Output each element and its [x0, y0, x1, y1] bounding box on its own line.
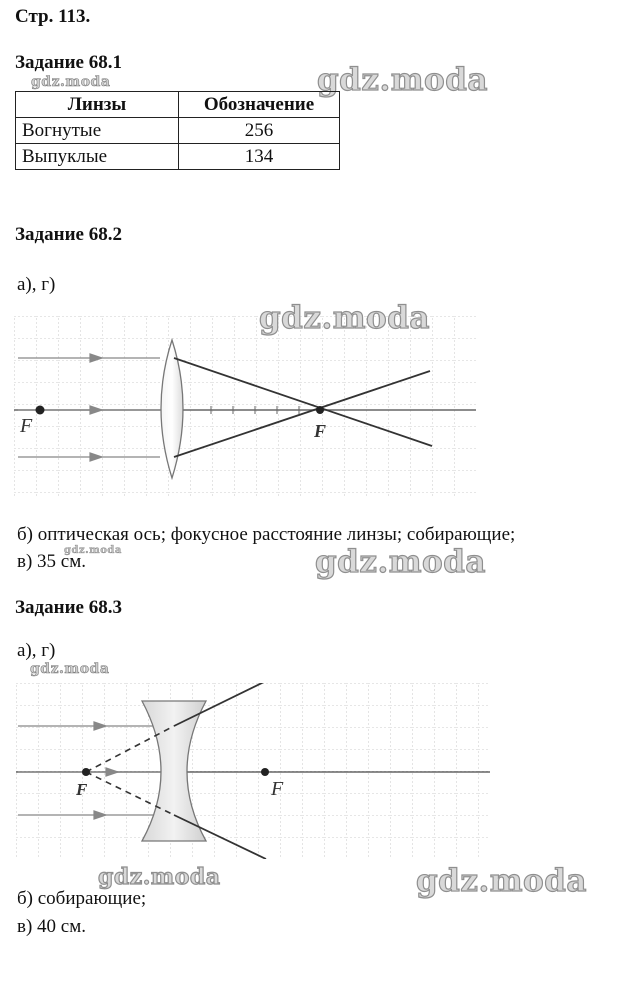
table-cell: Вогнутые: [16, 118, 179, 144]
focus-point-right: [261, 768, 269, 776]
focus-point-right: [316, 406, 324, 414]
diverging-lens-diagram: [16, 683, 490, 859]
watermark: gdz.moda: [416, 863, 587, 899]
watermark: gdz.moda: [64, 545, 122, 556]
table-cell: 256: [179, 118, 340, 144]
task-68-2-answer-label: а), г): [17, 274, 56, 295]
task-68-3-answer-b: б) собирающие;: [17, 888, 147, 909]
watermark: gdz.moda: [315, 544, 486, 580]
converging-lens-diagram: [14, 316, 476, 498]
task-68-3-title: Задание 68.3: [15, 597, 122, 618]
focus-label-left: F: [20, 415, 33, 437]
task-68-2-answer-b: б) оптическая ось; фокусное расстояние линзы; собирающие;: [17, 524, 516, 545]
task-68-3-answer-v: в) 40 см.: [17, 916, 87, 937]
table-header-cell: Линзы: [16, 92, 179, 118]
table-cell: 134: [179, 144, 340, 170]
task-68-1-title: Задание 68.1: [15, 52, 122, 73]
task-68-2-answer-v: в) 35 см.: [17, 551, 87, 572]
watermark: gdz.moda: [259, 300, 430, 336]
page-header: Стр. 113.: [15, 6, 91, 27]
watermark: gdz.moda: [31, 74, 111, 90]
focus-point-left: [36, 406, 45, 415]
table-cell: Выпуклые: [16, 144, 179, 170]
task-68-2-title: Задание 68.2: [15, 224, 122, 245]
grid-background: [14, 316, 476, 498]
table-header-cell: Обозначение: [179, 92, 340, 118]
focus-label-right: F: [271, 778, 284, 800]
table-row: [16, 144, 340, 170]
focus-label-left: F: [76, 780, 88, 799]
table-row: [16, 118, 340, 144]
task-68-3-answer-label: а), г): [17, 640, 56, 661]
table-header-row: [16, 92, 340, 118]
watermark: gdz.moda: [30, 661, 110, 677]
watermark: gdz.moda: [317, 62, 488, 98]
watermark: gdz.moda: [98, 864, 221, 890]
focus-point-left: [82, 768, 90, 776]
focus-label-right: F: [314, 421, 327, 441]
lenses-table: [15, 91, 340, 170]
